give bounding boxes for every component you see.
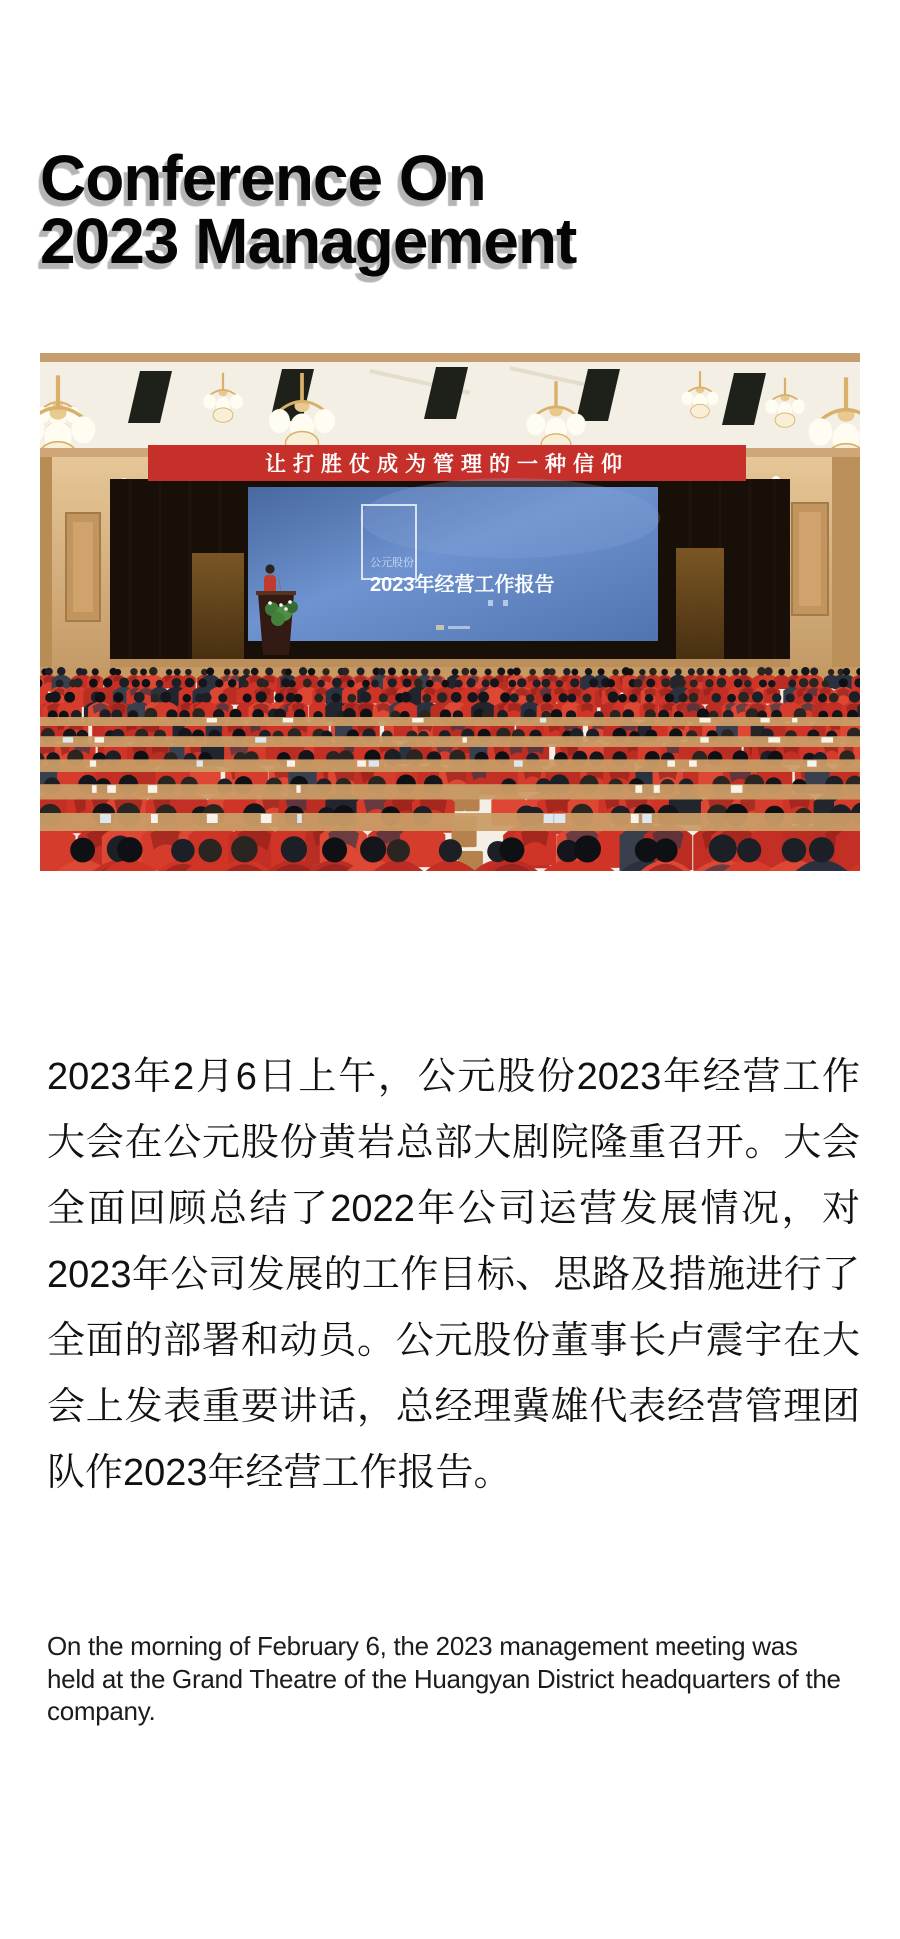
- stage-banner: [148, 445, 746, 481]
- chinese-paragraph: [47, 1044, 860, 1506]
- page-title: [40, 142, 577, 277]
- screen-company-text: 公元股份: [370, 557, 414, 569]
- chinese-paragraph-line: 2023年2月6日上午，公元股份2023年经营工作: [47, 1056, 860, 1098]
- projection-screen: [248, 478, 660, 641]
- conference-photo[interactable]: [40, 353, 860, 871]
- chinese-paragraph-line: 2023年公司发展的工作目标、思路及措施进行了: [47, 1254, 860, 1296]
- screen-slide-title: 2023年经营工作报告: [370, 574, 555, 596]
- title-line-1: Conference On: [40, 142, 486, 214]
- chinese-paragraph-line: 队作2023年经营工作报告。: [47, 1452, 512, 1494]
- slide-logo: [436, 625, 444, 630]
- banner-text: 让打胜仗成为管理的一种信仰: [265, 453, 629, 476]
- chinese-paragraph-line: 大会在公元股份黄岩总部大剧院隆重召开。大会: [47, 1122, 860, 1164]
- english-paragraph: [47, 1630, 860, 1728]
- audience-crowd: [40, 667, 860, 871]
- chinese-paragraph-line: 全面的部署和动员。公元股份董事长卢震宇在大: [47, 1320, 860, 1362]
- chinese-paragraph-line: 全面回顾总结了2022年公司运营发展情况，对: [47, 1188, 860, 1230]
- english-paragraph-line: company.: [47, 1696, 156, 1726]
- title-line-2: 2023 Management: [40, 205, 577, 277]
- english-paragraph-line: held at the Grand Theatre of the Huangyan District headquarters of the: [47, 1663, 841, 1694]
- ceiling-top-beam: [40, 353, 860, 362]
- speaker-body: [264, 575, 276, 593]
- gold-side-curtain-right: [676, 548, 724, 665]
- speaker-head: [265, 564, 274, 573]
- chinese-paragraph-line: 会上发表重要讲话，总经理冀雄代表经营管理团: [47, 1386, 860, 1428]
- gold-side-curtain-left: [192, 553, 244, 665]
- english-paragraph-line: On the morning of February 6, the 2023 management meeting was: [47, 1631, 798, 1661]
- conference-photo-scene: [40, 353, 860, 871]
